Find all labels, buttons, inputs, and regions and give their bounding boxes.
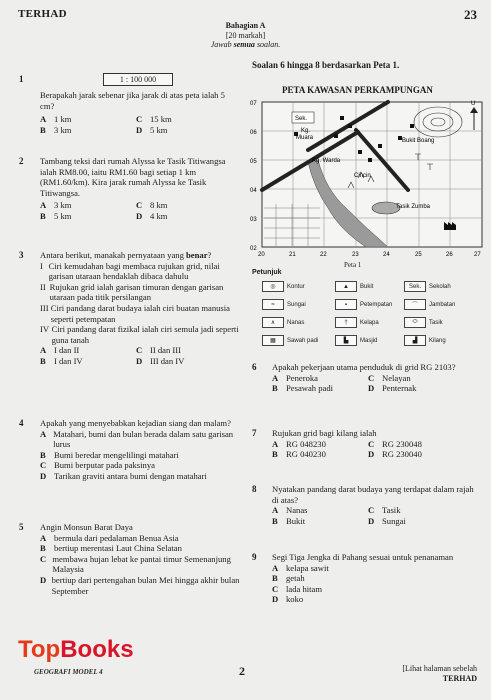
option-2a[interactable]: A 3 km (40, 200, 72, 211)
statement-i: I Ciri kemudahan bagi membaca rujukan grid, nilai garisan utaraan hendaklah dibaca dahulu (40, 260, 220, 282)
question-5-stem: Angin Monsun Barat Daya (40, 522, 133, 532)
hill-icon: ▲ (335, 281, 357, 292)
option-6a[interactable]: A Peneroka (272, 372, 318, 383)
x-axis-ticks (258, 252, 481, 258)
label-muara: Muara (296, 135, 314, 141)
option-8c[interactable]: C Tasik (368, 505, 401, 516)
settlement-icon: ▪ (335, 299, 357, 310)
option-7d[interactable]: D RG 230040 (368, 449, 422, 460)
question-9 (272, 552, 476, 605)
svg-text:06: 06 (250, 130, 257, 136)
question-1 (40, 90, 238, 135)
statement-iv: IV Ciri pandang darat fizikal ialah ciri semula jadi seperti guna tanah (40, 324, 239, 345)
footer-restricted: TERHAD (442, 674, 477, 683)
option-1d[interactable]: D 5 km (136, 124, 168, 135)
option-7b[interactable]: B RG 040230 (272, 449, 326, 460)
question-3-options (40, 345, 240, 366)
svg-text:05: 05 (250, 159, 257, 165)
svg-text:25: 25 (415, 252, 422, 258)
question-2-stem: Tambang teksi dari rumah Alyssa ke Tasik Titiwangsa ialah RM8.00, iaitu RM1.60 bagi setiap 1 km (RM1.60/km). Kira jarak rumah Alyssa ke Tasik Titiwangsa. (40, 156, 226, 198)
section-title: Bahagian A (225, 21, 266, 30)
option-9b[interactable]: B getah (272, 573, 305, 584)
option-5a[interactable]: A bermula dari pedalaman Benua Asia (40, 532, 179, 543)
y-axis-ticks (250, 101, 257, 252)
legend-title: Petunjuk (252, 269, 282, 276)
legend-sekolah: Sek. Sekolah (404, 281, 451, 292)
svg-text:20: 20 (258, 252, 265, 258)
svg-text:04: 04 (250, 188, 257, 194)
header-page-number: 23 (464, 7, 477, 22)
option-8b[interactable]: B Bukit (272, 515, 306, 526)
svg-text:07: 07 (250, 101, 257, 107)
header-restricted: TERHAD (18, 8, 67, 20)
pineapple-icon: ∧ (262, 317, 284, 328)
option-1b[interactable]: B 3 km (40, 124, 72, 135)
svg-text:24: 24 (383, 252, 390, 258)
option-5b[interactable]: B bertiup merentasi Laut China Selatan (40, 543, 182, 554)
question-number-7: 7 (252, 428, 257, 438)
question-4-stem: Apakah yang menyebabkan kejadian siang dan malam? (40, 418, 231, 428)
map-caption: Peta 1 (344, 261, 362, 269)
question-number-4: 4 (19, 418, 24, 428)
question-4 (40, 418, 240, 482)
svg-text:27: 27 (474, 252, 481, 258)
option-2c[interactable]: C 8 km (136, 200, 168, 211)
statement-ii: II Rujukan grid ialah garisan timuran dengan garisan utaraan pada titik persilangan (40, 281, 224, 303)
question-8 (272, 484, 476, 526)
option-5c[interactable]: C membawa hujan lebat ke pantai timur Semenanjung Malaysia (40, 553, 231, 575)
footer-note (402, 664, 477, 684)
question-6-stem: Apakah pekerjaan utama penduduk di grid RG 2103? (272, 362, 456, 372)
option-1c[interactable]: C 15 km (136, 114, 172, 125)
label-north: U (471, 101, 476, 107)
label-kg-warda: Kg. Warda (312, 158, 341, 164)
option-4d[interactable]: D Tarikan graviti antara bumi dengan matahari (40, 470, 207, 481)
topbooks-logo: TopBooks (18, 636, 134, 663)
question-1-options (40, 114, 238, 135)
question-8-stem: Nyatakan pandang darat budaya yang terdapat dalam rajah di atas? (272, 484, 474, 505)
lake-icon: ⬭ (404, 317, 426, 328)
legend-kilang: ▟ Kilang (404, 335, 446, 346)
coconut-icon: † (335, 317, 357, 328)
legend-jambatan: ⌒ Jambatan (404, 299, 455, 310)
label-school: Sek. (295, 116, 308, 122)
factory-icon: ▟ (404, 335, 426, 346)
map-intro: Soalan 6 hingga 8 berdasarkan Peta 1. (252, 60, 400, 70)
question-2-options (40, 200, 240, 221)
legend-nanas: ∧ Nanas (262, 317, 304, 328)
question-3-stem: Antara berikut, manakah pernyataan yang benar? (40, 250, 212, 260)
svg-text:26: 26 (446, 252, 453, 258)
option-3d[interactable]: D III dan IV (136, 355, 185, 366)
question-number-5: 5 (19, 522, 24, 532)
option-4b[interactable]: B Bumi beredar mengelilingi matahari (40, 449, 179, 460)
question-8-options (272, 505, 476, 526)
question-number-3: 3 (19, 250, 24, 260)
option-5d[interactable]: D bertiup dari pertengahan bulan Mei hingga akhir bulan September (40, 574, 240, 596)
question-number-6: 6 (252, 362, 257, 372)
legend-kontur: ◎ Kontur (262, 281, 305, 292)
paddy-icon: ▦ (262, 335, 284, 346)
question-number-8: 8 (252, 484, 257, 494)
map-scale-box: 1 : 100 000 (103, 73, 173, 86)
option-2d[interactable]: D 4 km (136, 210, 168, 221)
option-6b[interactable]: B Pesawah padi (272, 383, 334, 394)
svg-text:03: 03 (250, 217, 257, 223)
question-number-9: 9 (252, 552, 257, 562)
option-2b[interactable]: B 5 km (40, 210, 72, 221)
svg-text:02: 02 (250, 246, 257, 252)
question-3 (40, 250, 240, 367)
question-number-1: 1 (19, 74, 24, 84)
legend-sungai: ≈ Sungai (262, 299, 306, 310)
option-4c[interactable]: C Bumi berputar pada paksinya (40, 460, 155, 471)
village-map (248, 80, 484, 260)
option-4a[interactable]: A Matahari, bumi dan bulan berada dalam satu garisan lurus (40, 428, 234, 450)
mosque-icon: ▙ (335, 335, 357, 346)
option-1a[interactable]: A 1 km (40, 114, 72, 125)
statement-iii: III Ciri pandang darat budaya ialah ciri buatan manusia seperti petempatan (40, 302, 230, 324)
question-7 (272, 428, 476, 460)
legend-petempatan: ▪ Petempatan (335, 299, 392, 310)
contour-icon: ◎ (262, 281, 284, 292)
svg-text:23: 23 (352, 252, 359, 258)
label-kg: Kg. (301, 128, 311, 134)
bridge-icon: ⌒ (404, 299, 426, 310)
legend-bukit: ▲ Bukit (335, 281, 373, 292)
question-9-stem: Segi Tiga Jengka di Pahang sesuai untuk penanaman (272, 552, 454, 562)
footer-next-page: [Lihat halaman sebelah (402, 664, 477, 673)
legend-masjid: ▙ Masjid (335, 335, 377, 346)
question-7-stem: Rujukan grid bagi kilang ialah (272, 428, 377, 438)
question-6-options (272, 373, 476, 394)
svg-text:22: 22 (320, 252, 327, 258)
school-icon: Sek. (404, 281, 426, 292)
option-9d[interactable]: D koko (272, 594, 304, 605)
section-instruction: Jawab semua soalan. (210, 40, 281, 49)
label-bukit-boang: Bukit Boang (402, 138, 435, 144)
label-tasik-zumba: Tasik Zumba (396, 204, 431, 210)
footer-subject: GEOGRAFI MODEL 4 (34, 668, 103, 676)
option-3c[interactable]: C II dan III (136, 345, 182, 356)
option-6d[interactable]: D Penternak (368, 383, 417, 394)
legend-sawah-padi: ▦ Sawah padi (262, 335, 318, 346)
question-6 (272, 362, 476, 394)
option-7c[interactable]: C RG 230048 (368, 438, 422, 449)
section-marks: [20 markah] (225, 31, 266, 40)
label-cincin: Cincin (354, 173, 371, 179)
question-7-options (272, 439, 476, 460)
option-9c[interactable]: C lada hitam (272, 583, 323, 594)
option-9a[interactable]: A kelapa sawit (272, 562, 329, 573)
option-3b[interactable]: B I dan IV (40, 355, 83, 366)
legend-kelapa: † Kelapa (335, 317, 379, 328)
question-1-stem: Berapakah jarak sebenar jika jarak di atas peta ialah 5 cm? (40, 90, 225, 111)
option-8a[interactable]: A Nanas (272, 505, 308, 516)
svg-text:21: 21 (289, 252, 296, 258)
question-number-2: 2 (19, 156, 24, 166)
option-8d[interactable]: D Sungai (368, 515, 406, 526)
option-6c[interactable]: C Nelayan (368, 372, 411, 383)
option-3a[interactable]: A I dan II (40, 345, 80, 356)
map-title: PETA KAWASAN PERKAMPUNGAN (282, 85, 433, 95)
footer-page-number: 2 (239, 664, 245, 678)
legend-tasik: ⬭ Tasik (404, 317, 443, 328)
option-7a[interactable]: A RG 048230 (272, 438, 326, 449)
question-5 (40, 522, 240, 596)
question-2 (40, 156, 240, 222)
river-icon: ≈ (262, 299, 284, 310)
